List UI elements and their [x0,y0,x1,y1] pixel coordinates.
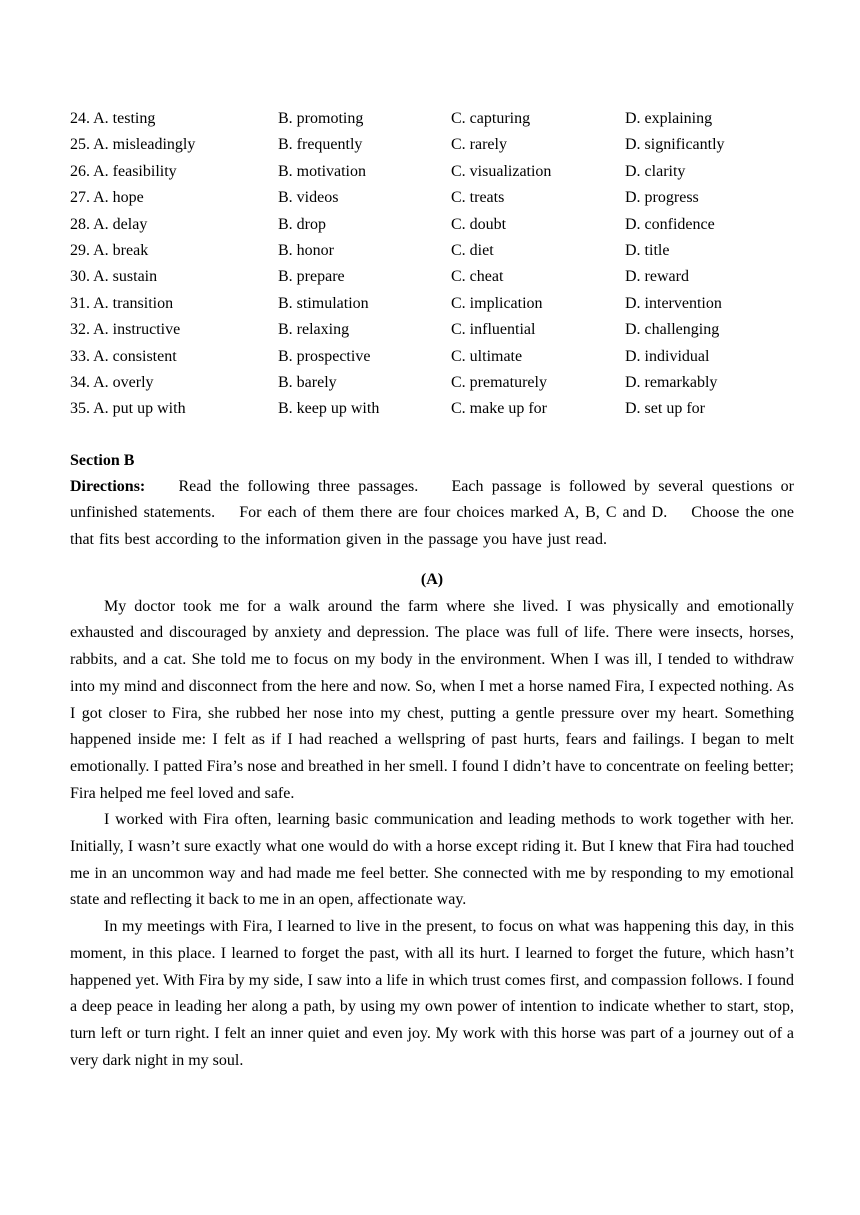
option-a: 29. A. break [70,241,149,259]
option-d: D. confidence [625,215,715,233]
directions [70,474,794,553]
option-a: 25. A. misleadingly [70,136,196,154]
option-c: C. capturing [451,110,531,127]
option-d: D. remarkably [625,373,718,391]
option-b: B. prospective [278,347,371,365]
option-b: B. honor [278,241,334,259]
option-b: B. barely [278,373,337,391]
option-d: D. progress [625,189,699,207]
option-b: B. motivation [278,162,366,180]
option-c: C. cheat [451,268,504,286]
option-c: C. make up for [451,400,547,418]
passage-label: (A) [420,571,444,589]
option-row [70,370,794,396]
option-d: D. individual [625,347,710,365]
answer-options-table [70,106,794,423]
option-row [70,344,794,370]
option-c: C. visualization [451,162,552,180]
option-row [70,185,794,211]
option-row [70,317,794,343]
option-c: C. doubt [451,215,507,233]
option-a: 28. A. delay [70,215,148,233]
option-d: D. intervention [625,294,722,312]
option-b: B. frequently [278,136,363,154]
option-b: B. keep up with [278,400,380,418]
option-row [70,238,794,264]
option-d: D. set up for [625,400,705,418]
option-row [70,264,794,290]
option-a: 24. A. testing [70,110,156,127]
option-b: B. relaxing [278,321,350,339]
passage-paragraph: In my meetings with Fira, I learned to live in the present, to focus on what was happening this day, in this moment, in this place. I learned to forget the past, with all its hurt. I learned to forget the future, which hasn’t happened yet. With Fira by my side, I saw into a life in which trust comes first, and compassion follows. I found a deep peace in leading her along a path, by using my own power of intention to indicate whether to start, stop, turn left or turn right. I felt an inner quiet and even joy. My work with this horse was part of a journey out of a very dark night in my soul. [70,918,794,1069]
option-a: 27. A. hope [70,189,144,207]
option-b: B. drop [278,215,326,233]
option-b: B. prepare [278,268,345,286]
option-c: C. influential [451,321,536,339]
option-c: C. rarely [451,136,507,154]
option-row [70,291,794,317]
option-c: C. diet [451,241,494,259]
option-d: D. explaining [625,110,713,127]
option-d: D. title [625,241,670,259]
option-a: 32. A. instructive [70,321,181,339]
option-c: C. prematurely [451,373,547,391]
option-a: 35. A. put up with [70,400,186,418]
directions-label: Directions: [70,478,146,496]
option-d: D. significantly [625,136,725,154]
option-b: B. stimulation [278,294,369,312]
option-row [70,159,794,185]
option-row [70,212,794,238]
option-c: C. implication [451,294,543,312]
option-d: D. clarity [625,162,686,180]
passage-paragraph: My doctor took me for a walk around the farm where she lived. I was physically and emotionally exhausted and discouraged by anxiety and depression. The place was full of life. There were insects, horses, rabbits, and a cat. She told me to focus on my body in the environment. When I was ill, I tended to withdraw into my mind and disconnect from the here and now. So, when I met a horse named Fira, I expected nothing. As I got closer to Fira, she rubbed her nose into my chest, putting a gentle pressure over my heart. Something happened inside me: I felt as if I had reached a wellspring of past hurts, fears and failings. I began to melt emotionally. I patted Fira’s nose and breathed in her smell. I found I didn’t have to concentrate on feeling better; Fira helped me feel loved and safe. [70,597,794,802]
option-row [70,396,794,422]
option-a: 34. A. overly [70,373,154,391]
option-a: 30. A. sustain [70,268,158,286]
option-a: 33. A. consistent [70,347,177,365]
option-a: 26. A. feasibility [70,162,177,180]
passage-body [70,594,794,1075]
option-a: 31. A. transition [70,294,174,312]
option-c: C. treats [451,189,505,207]
option-row [70,106,794,132]
section-title: Section B [70,451,135,469]
passage-paragraph: I worked with Fira often, learning basic communication and leading methods to work together with her. Initially, I wasn’t sure exactly what one would do with a horse except riding it. But I knew that Fira had touched me in an uncommon way and had made me feel better. She connected with me by responding to my emotional state and reflecting it back to me in an open, affectionate way. [70,811,794,909]
option-b: B. promoting [278,110,364,127]
directions-text: Read the following three passages. Each passage is followed by several questions or unfinished statements. For each of them there are four choices marked A, B, C and D. Choose the one that fits best according to the information given in the passage you have just read. [70,478,794,548]
option-d: D. challenging [625,321,720,339]
option-c: C. ultimate [451,347,523,365]
document-page [70,106,794,1074]
option-b: B. videos [278,189,339,207]
option-row [70,132,794,158]
option-d: D. reward [625,268,689,286]
